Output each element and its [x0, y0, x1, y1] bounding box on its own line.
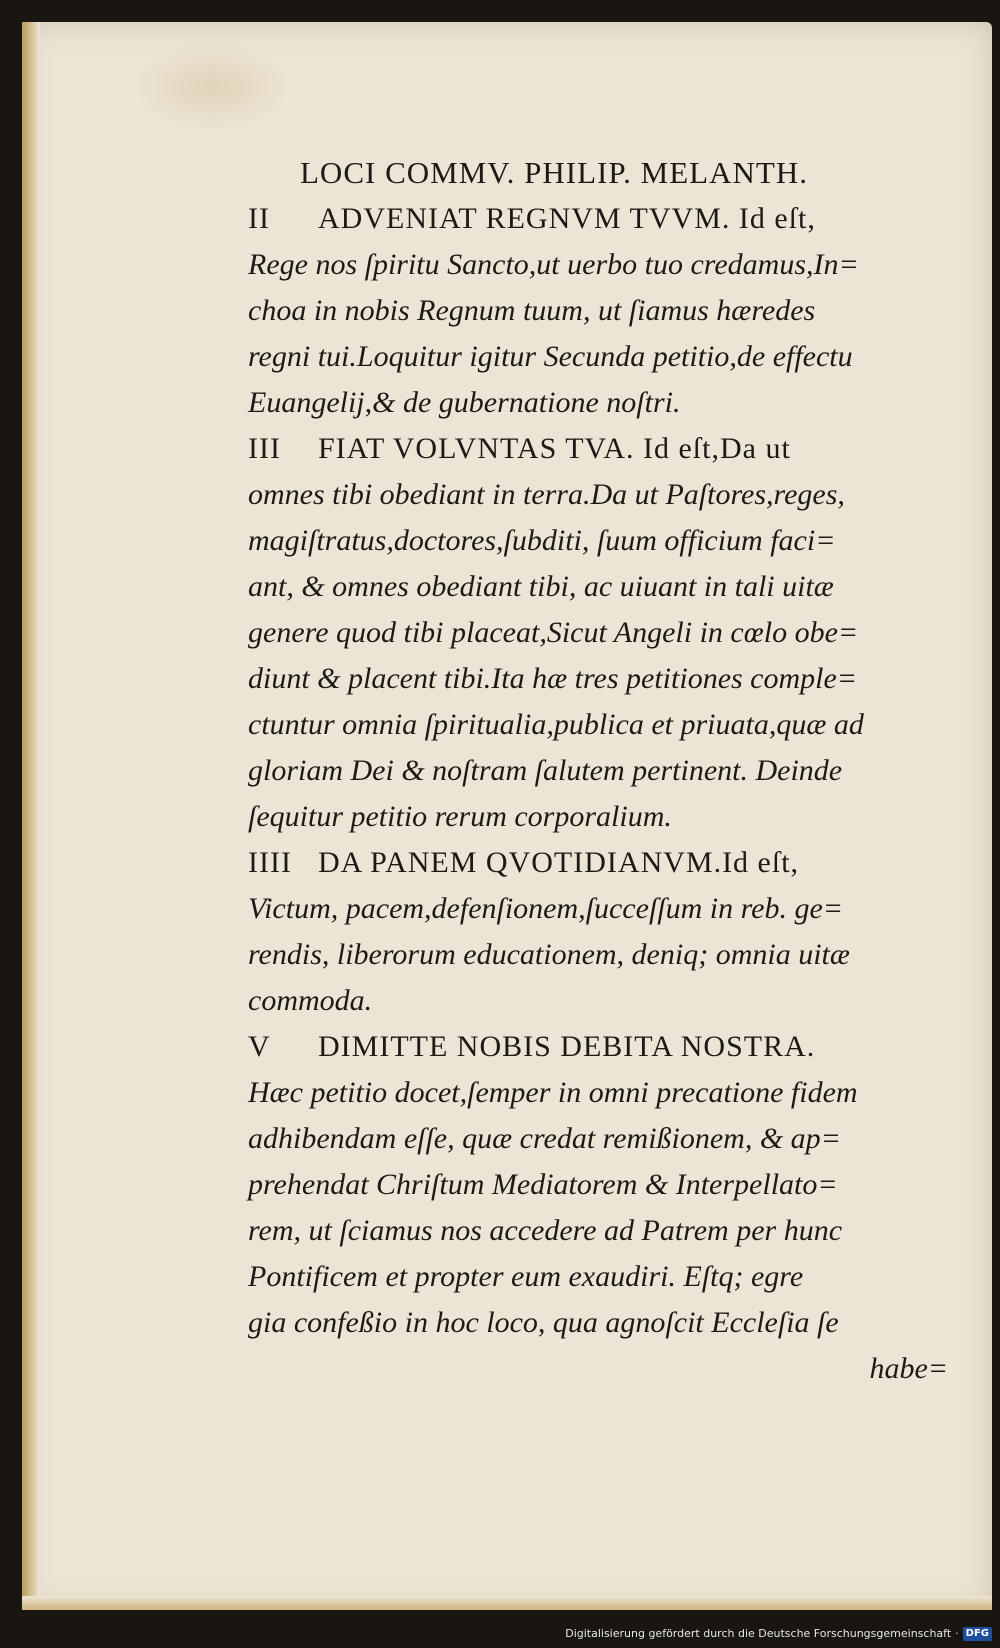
footer-text: Digitalisierung gefördert durch die Deutsche Forschungsgemeinschaft — [565, 1627, 952, 1640]
text-line: Hæc petitio docet,ſemper in omni precatione fidem — [248, 1076, 858, 1109]
text-line: diunt & placent tibi.Ita hæ tres petitiones comple= — [248, 662, 858, 695]
text-line: Rege nos ſpiritu Sancto,ut uerbo tuo credamus,In= — [248, 248, 859, 281]
text-line: Euangelij,& de gubernatione noſtri. — [248, 386, 681, 419]
digitization-footer: Digitalisierung gefördert durch die Deutsche Forschungsgemeinschaft · DFG — [565, 1626, 992, 1642]
text-line: ant, & omnes obediant tibi, ac uiuant in tali uitæ — [248, 570, 834, 603]
text-line: magiſtratus,doctores,ſubditi, ſuum officium faci= — [248, 524, 836, 557]
text-line: genere quod tibi placeat,Sicut Angeli in cœlo obe= — [248, 616, 859, 649]
text-line: ctuntur omnia ſpiritualia,publica et priuata,quæ ad — [248, 708, 864, 741]
text-line: choa in nobis Regnum tuum, ut ſiamus hæredes — [248, 294, 816, 327]
text-line: commoda. — [248, 984, 373, 1017]
text-line: gloriam Dei & noſtram ſalutem pertinent. Deinde — [248, 754, 843, 787]
text-line: adhibendam eſſe, quæ credat remißionem, & ap= — [248, 1122, 841, 1155]
section-number: III — [248, 432, 281, 465]
section-number: IIII — [248, 846, 292, 879]
section-heading-text: FIAT VOLVNTAS TVA. Id eſt,Da ut — [318, 432, 791, 465]
text-block — [248, 150, 948, 1392]
text-line: prehendat Chriſtum Mediatorem & Interpellato= — [248, 1168, 838, 1201]
section-heading — [248, 196, 948, 242]
text-line: rendis, liberorum educationem, deniq; omnia uitæ — [248, 938, 850, 971]
section-number: II — [248, 202, 270, 235]
dfg-logo: DFG — [963, 1627, 992, 1641]
section-heading-text: DA PANEM QVOTIDIANVM.Id eſt, — [318, 846, 800, 879]
section-heading — [248, 840, 948, 886]
text-line: ſequitur petitio rerum corporalium. — [248, 800, 672, 833]
section-heading — [248, 426, 948, 472]
text-line: rem, ut ſciamus nos accedere ad Patrem per hunc — [248, 1214, 843, 1247]
section-heading — [248, 1024, 948, 1070]
section-number: V — [248, 1030, 271, 1063]
text-line: gia confeßio in hoc loco, qua agnoſcit Eccleſia ſe — [248, 1306, 839, 1339]
catchword: habe= — [869, 1352, 948, 1385]
text-line: Victum, pacem,defenſionem,ſucceſſum in reb. ge= — [248, 892, 844, 925]
section-heading-text: DIMITTE NOBIS DEBITA NOSTRA. — [318, 1030, 816, 1063]
paper-stain — [132, 42, 292, 132]
text-line: omnes tibi obediant in terra.Da ut Paſtores,reges, — [248, 478, 845, 511]
running-head: LOCI COMMV. PHILIP. MELANTH. — [300, 155, 808, 190]
page-bottom-edge — [22, 1596, 992, 1610]
section-heading-text: ADVENIAT REGNVM TVVM. Id eſt, — [318, 202, 816, 235]
page-edge — [22, 22, 40, 1610]
text-line: Pontificem et propter eum exaudiri. Eſtq; egre — [248, 1260, 804, 1293]
text-line: regni tui.Loquitur igitur Secunda petitio,de effectu — [248, 340, 853, 373]
